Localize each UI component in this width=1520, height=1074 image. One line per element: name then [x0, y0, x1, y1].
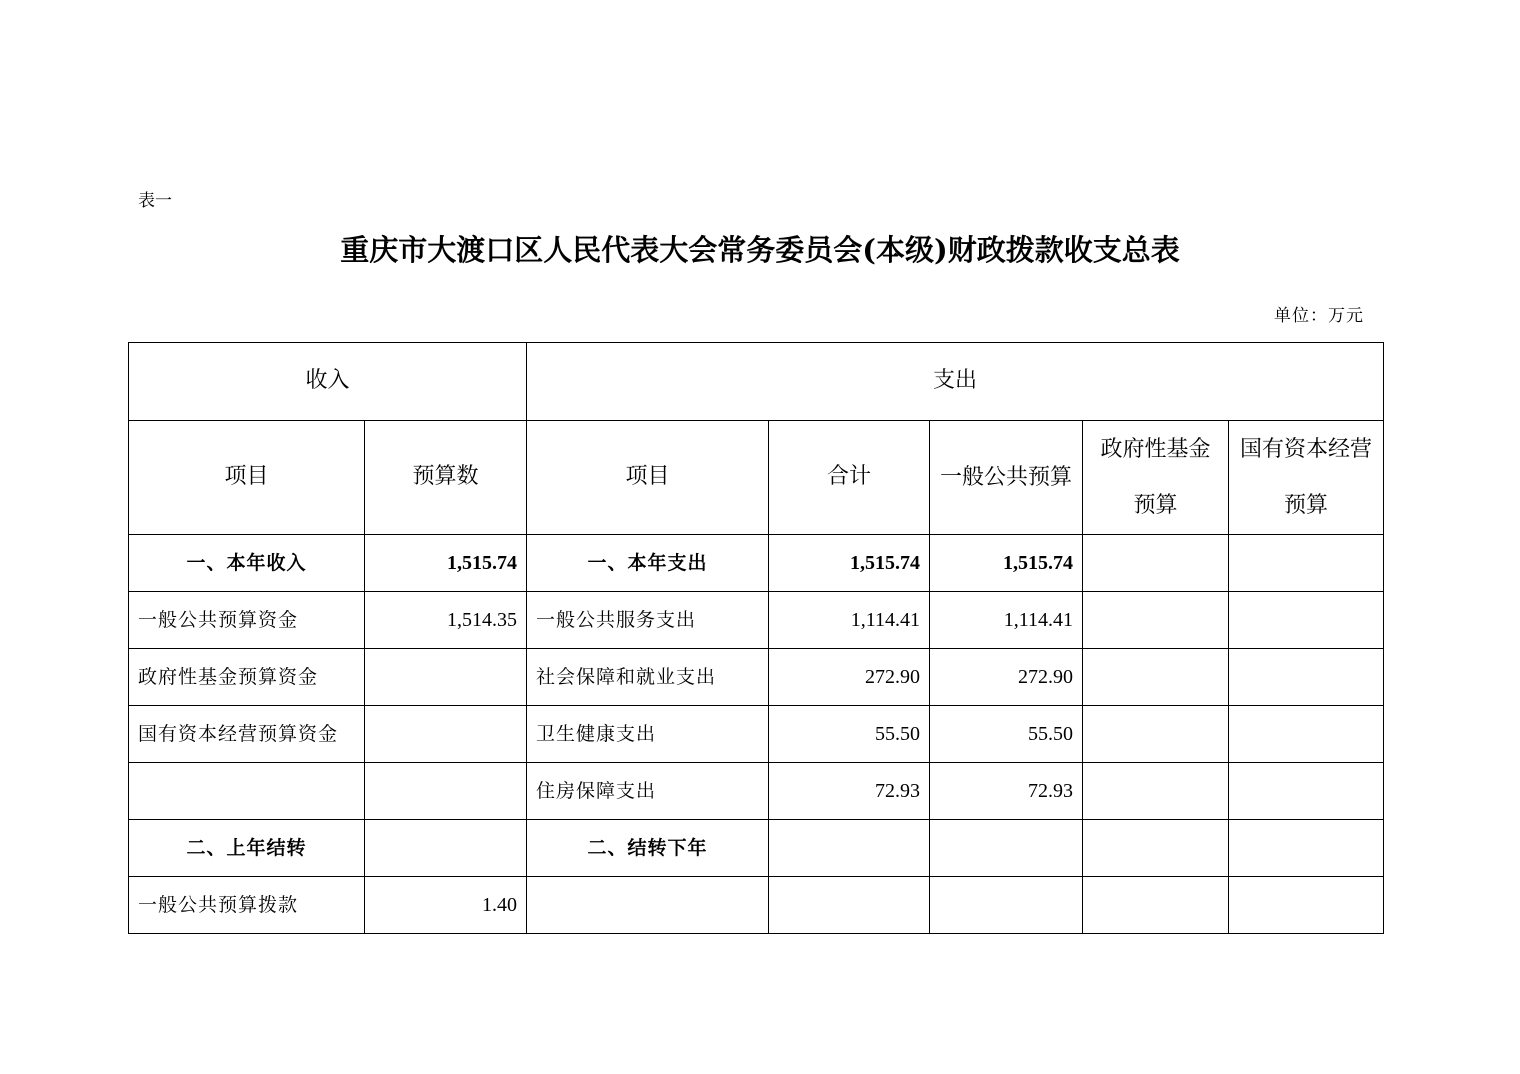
- state-capital-amount: [1229, 706, 1384, 763]
- expense-header: 支出: [527, 343, 1384, 421]
- table-row: [129, 763, 1384, 820]
- total-header: 合计: [769, 421, 930, 535]
- gov-fund-amount: [1083, 877, 1229, 934]
- income-item: 国有资本经营预算资金: [129, 706, 365, 763]
- unit-label: 单位：万元: [1274, 306, 1364, 326]
- table-row: [129, 877, 1384, 934]
- state-capital-amount: [1229, 820, 1384, 877]
- income-amount: 1.40: [365, 877, 527, 934]
- state-capital-header: 国有资本经营预算: [1229, 421, 1384, 535]
- income-item: 政府性基金预算资金: [129, 649, 365, 706]
- table-row: [129, 535, 1384, 592]
- general-amount: 55.50: [930, 706, 1083, 763]
- total-amount: 55.50: [769, 706, 930, 763]
- general-amount: 272.90: [930, 649, 1083, 706]
- gov-fund-header: 政府性基金预算: [1083, 421, 1229, 535]
- page-title: 重庆市大渡口区人民代表大会常务委员会(本级)财政拨款收支总表: [340, 233, 1180, 267]
- income-item: 一、本年收入: [129, 535, 365, 592]
- income-item: 一般公共预算拨款: [129, 877, 365, 934]
- expense-item: 社会保障和就业支出: [527, 649, 769, 706]
- expense-item: 一般公共服务支出: [527, 592, 769, 649]
- expense-item: 一、本年支出: [527, 535, 769, 592]
- income-item: 一般公共预算资金: [129, 592, 365, 649]
- gov-fund-amount: [1083, 763, 1229, 820]
- table-row: [129, 649, 1384, 706]
- total-amount: 272.90: [769, 649, 930, 706]
- gov-fund-amount: [1083, 820, 1229, 877]
- expense-item: 二、结转下年: [527, 820, 769, 877]
- income-amount: [365, 820, 527, 877]
- gov-fund-amount: [1083, 706, 1229, 763]
- table-row: [129, 592, 1384, 649]
- general-amount: [930, 820, 1083, 877]
- income-header: 收入: [129, 343, 527, 421]
- state-capital-amount: [1229, 535, 1384, 592]
- budget-table: [128, 342, 1384, 934]
- total-amount: [769, 877, 930, 934]
- expense-item: 卫生健康支出: [527, 706, 769, 763]
- gov-fund-amount: [1083, 535, 1229, 592]
- total-amount: 1,114.41: [769, 592, 930, 649]
- gov-fund-amount: [1083, 592, 1229, 649]
- table-row: [129, 706, 1384, 763]
- total-amount: 1,515.74: [769, 535, 930, 592]
- expense-item: 住房保障支出: [527, 763, 769, 820]
- gov-fund-amount: [1083, 649, 1229, 706]
- general-amount: 1,515.74: [930, 535, 1083, 592]
- table-row: [129, 820, 1384, 877]
- state-capital-amount: [1229, 592, 1384, 649]
- state-capital-amount: [1229, 649, 1384, 706]
- general-amount: 1,114.41: [930, 592, 1083, 649]
- expense-item-header: 项目: [527, 421, 769, 535]
- general-amount: [930, 877, 1083, 934]
- income-amount: [365, 763, 527, 820]
- income-amount: [365, 649, 527, 706]
- table-label: 表一: [138, 191, 172, 211]
- income-amount: [365, 706, 527, 763]
- general-amount: 72.93: [930, 763, 1083, 820]
- income-amount: 1,514.35: [365, 592, 527, 649]
- income-item-header: 项目: [129, 421, 365, 535]
- income-item: 二、上年结转: [129, 820, 365, 877]
- income-amount: 1,515.74: [365, 535, 527, 592]
- state-capital-amount: [1229, 877, 1384, 934]
- income-item: [129, 763, 365, 820]
- header-row-1: [129, 343, 1384, 421]
- general-budget-header: 一般公共预算: [930, 421, 1083, 535]
- budget-header: 预算数: [365, 421, 527, 535]
- total-amount: 72.93: [769, 763, 930, 820]
- header-row-2: [129, 421, 1384, 535]
- state-capital-amount: [1229, 763, 1384, 820]
- total-amount: [769, 820, 930, 877]
- expense-item: [527, 877, 769, 934]
